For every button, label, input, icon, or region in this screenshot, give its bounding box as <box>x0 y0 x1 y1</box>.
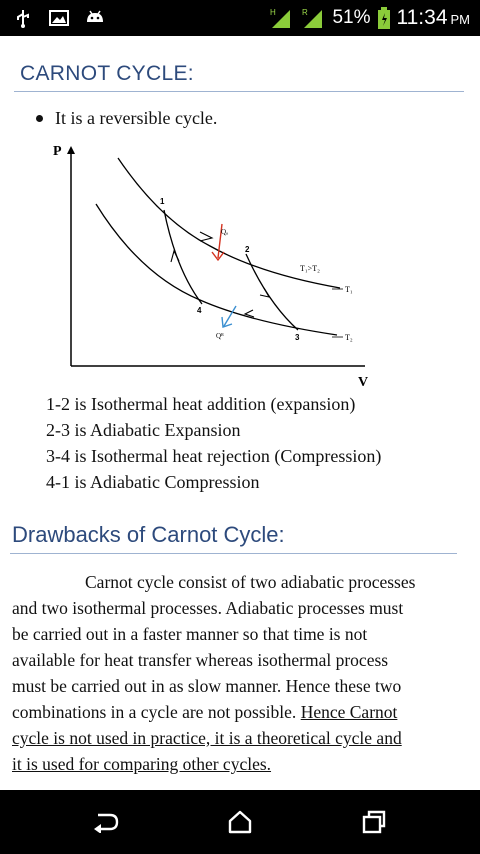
point-1: 1 <box>160 197 165 206</box>
arrow-12 <box>200 232 212 241</box>
usb-icon <box>12 8 34 28</box>
point-4: 4 <box>197 306 202 315</box>
clock: 11:34 PM <box>396 6 470 29</box>
back-icon <box>92 811 120 833</box>
isotherm-low-label: T₂ <box>345 333 353 342</box>
temperature-relation: T₁>T₂ <box>300 264 320 273</box>
paragraph-line: Carnot cycle consist of two adiabatic processes <box>85 572 416 592</box>
bullet-item <box>36 108 217 129</box>
paragraph-line: and two isothermal processes. Adiabatic processes must <box>12 598 404 618</box>
android-icon <box>84 8 106 28</box>
point-2: 2 <box>245 245 250 254</box>
signal-r-icon <box>300 6 326 30</box>
adiabat-41 <box>164 210 202 304</box>
back-button[interactable] <box>86 804 126 840</box>
status-bar <box>0 0 480 36</box>
recents-icon <box>361 810 387 834</box>
process-3-4: 3-4 is Isothermal heat rejection (Compression) <box>46 446 382 466</box>
image-icon <box>48 8 70 28</box>
isotherm-high-label: T₁ <box>345 285 353 294</box>
bullet-text: It is a reversible cycle. <box>55 108 218 128</box>
section-divider <box>10 553 457 554</box>
page-title: CARNOT CYCLE: <box>20 62 194 85</box>
x-axis-label: V <box>358 375 369 390</box>
paragraph-line <box>12 699 458 725</box>
underlined-line: cycle is not used in practice, it is a theoretical cycle and <box>12 728 402 748</box>
battery-icon <box>377 6 391 30</box>
title-divider <box>14 91 464 92</box>
heat-in-label: Qₐ <box>221 228 228 236</box>
pv-diagram <box>40 140 390 390</box>
svg-text:H: H <box>270 8 277 17</box>
drawbacks-paragraph <box>12 569 458 777</box>
process-1-2: 1-2 is Isothermal heat addition (expansion) <box>46 394 356 414</box>
process-4-1: 4-1 is Adiabatic Compression <box>46 472 260 492</box>
y-axis-arrow <box>67 146 75 154</box>
recents-button[interactable] <box>354 804 394 840</box>
bullet-dot <box>36 115 43 122</box>
point-3: 3 <box>295 333 300 342</box>
arrow-23 <box>260 288 269 297</box>
y-axis-label: P <box>53 144 62 159</box>
section-heading: Drawbacks of Carnot Cycle: <box>12 522 285 547</box>
svg-text:R: R <box>302 8 309 17</box>
underlined-text: Hence Carnot <box>300 702 398 722</box>
signal-h-icon <box>268 6 294 30</box>
process-2-3: 2-3 is Adiabatic Expansion <box>46 420 241 440</box>
paragraph-line: must be carried out in as slow manner. Hence these two <box>12 676 402 696</box>
underlined-line: it is used for comparing other cycles. <box>12 754 272 774</box>
home-button[interactable] <box>220 804 260 840</box>
document-page[interactable] <box>0 36 480 790</box>
plain-text: combinations in a cycle are not possible. <box>12 702 301 722</box>
paragraph-line: be carried out in a faster manner so that time is not <box>12 624 368 644</box>
paragraph-line: available for heat transfer whereas isothermal process <box>12 650 389 670</box>
battery-percent: 51% <box>332 7 371 28</box>
home-icon <box>227 810 253 834</box>
heat-out-label: Qᴿ <box>216 332 224 340</box>
navigation-bar <box>0 790 480 854</box>
